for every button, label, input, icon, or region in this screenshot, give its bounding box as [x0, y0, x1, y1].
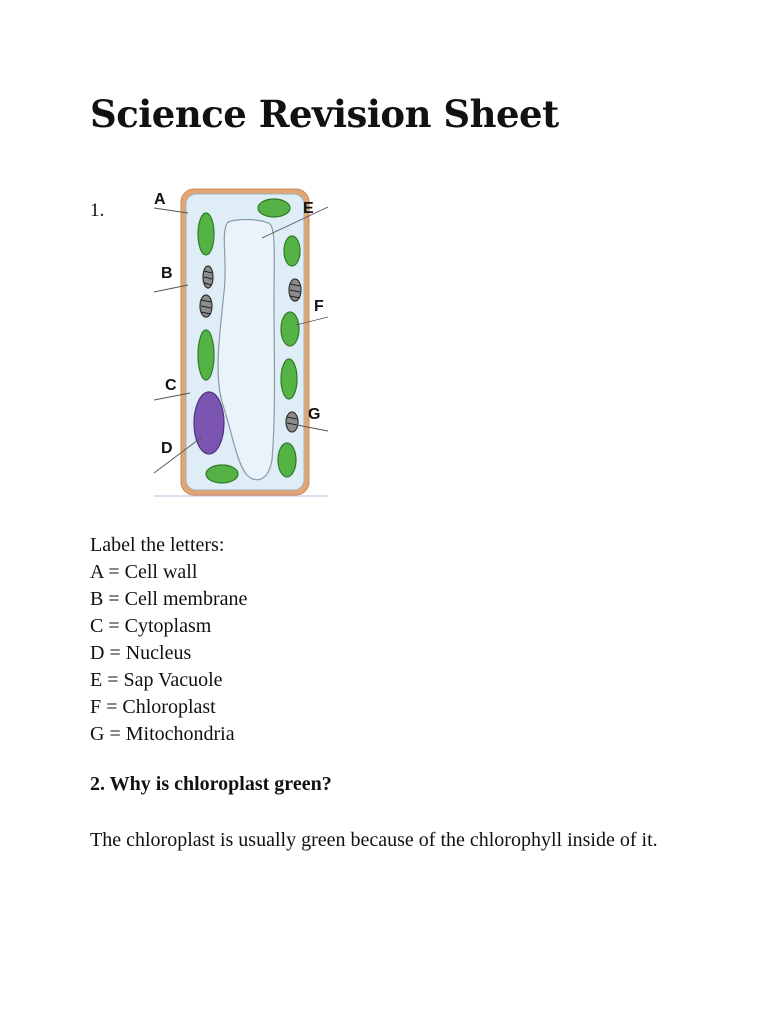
label-answer-e: E = Sap Vacuole	[90, 669, 223, 691]
diagram-letter-e: E	[303, 200, 314, 217]
question-1-number: 1.	[90, 200, 105, 221]
label-answer-g: G = Mitochondria	[90, 723, 235, 745]
label-answer-c: C = Cytoplasm	[90, 615, 212, 637]
label-answers	[90, 532, 247, 748]
chloroplast-shape	[258, 199, 290, 217]
chloroplast-shape	[281, 359, 297, 399]
chloroplast-shape	[284, 236, 300, 266]
diagram-letter-c: C	[165, 377, 177, 394]
label-answer-d: D = Nucleus	[90, 642, 192, 664]
question-2-answer: The chloroplast is usually green because of the chlorophyll inside of it.	[90, 829, 658, 851]
diagram-letter-d: D	[161, 440, 173, 457]
question-2-heading: 2. Why is chloroplast green?	[90, 773, 332, 795]
page-title: Science Revision Sheet	[90, 92, 559, 136]
chloroplast-shape	[206, 465, 238, 483]
chloroplast-shape	[278, 443, 296, 477]
diagram-letter-a: A	[154, 191, 166, 208]
plant-cell-diagram	[150, 182, 335, 502]
diagram-letter-g: G	[308, 406, 321, 423]
nucleus-shape	[194, 392, 224, 454]
diagram-letter-f: F	[314, 298, 324, 315]
label-answer-f: F = Chloroplast	[90, 696, 216, 718]
chloroplast-shape	[281, 312, 299, 346]
label-intro: Label the letters:	[90, 534, 225, 556]
label-answer-a: A = Cell wall	[90, 561, 198, 583]
diagram-letter-b: B	[161, 265, 173, 282]
label-answer-b: B = Cell membrane	[90, 588, 248, 610]
chloroplast-shape	[198, 213, 214, 255]
mitochondrion-shape	[286, 412, 298, 432]
chloroplast-shape	[198, 330, 214, 380]
